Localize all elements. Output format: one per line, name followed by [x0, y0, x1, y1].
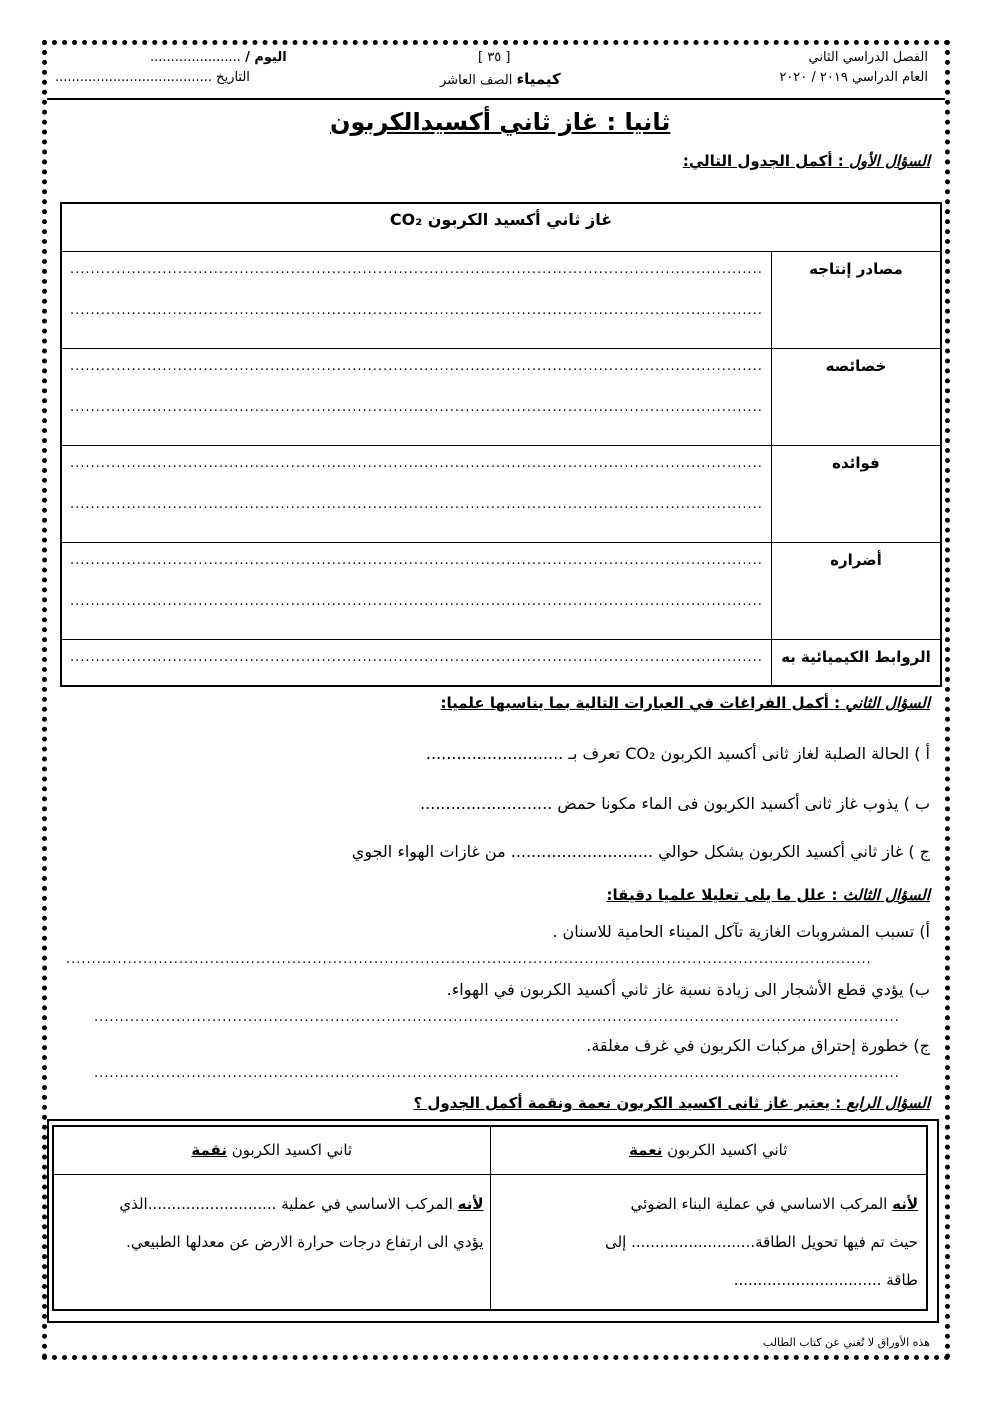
q3-answer-c[interactable]: ............................................................................................................................................................. — [94, 1066, 900, 1081]
day-dots: ...................... — [150, 50, 241, 65]
question-1 — [683, 152, 930, 170]
co2-properties-table — [60, 202, 942, 687]
row-label-benefits: فوائده — [771, 445, 941, 542]
q3-answer-b[interactable]: ............................................................................................................................................................. — [94, 1010, 900, 1025]
q3-item-a: أ) تسبب المشروبات الغازية تآكل الميناء الحامية للاسنان . — [552, 922, 930, 941]
date-label: التاريخ — [216, 70, 250, 85]
school-year: العام الدراسي ٢٠١٩ / ٢٠٢٠ — [779, 70, 928, 85]
question-3-label: السؤال الثالث — [842, 886, 930, 904]
header-divider — [47, 98, 945, 100]
row-label-harms: أضراره — [771, 542, 941, 639]
date-dots: ...................................... — [55, 70, 213, 85]
question-4-text: : يعتبر غاز ثانى اكسيد الكربون نعمة ونقمة أكمل الجدول ؟ — [413, 1094, 847, 1112]
question-3-text: : علل ما يلى تعليلا علميا دقيقا: — [606, 886, 843, 904]
q3-item-c: ج) خطورة إحتراق مركبات الكربون في غرف مغلقة. — [586, 1036, 930, 1055]
footer-note: هذه الأوراق لا تُغني عن كتاب الطالب — [762, 1336, 930, 1349]
table-title: غاز ثاني أكسيد الكربون CO₂ — [61, 203, 941, 251]
answer-cell[interactable]: ....................................................................................................................................... ....................................................................................................................................... — [61, 542, 771, 639]
day-label: اليوم / — [245, 50, 287, 65]
q2-item-b: ب ) يذوب غاز ثانى أكسيد الكربون فى الماء مكونا حمض .......................... — [420, 794, 930, 813]
question-2-text: : أكمل الفراغات في العبارات التالية بما يناسبها علميا: — [440, 694, 846, 712]
subject: كيمياء — [516, 70, 561, 88]
answer-cell[interactable]: ....................................................................................................................................... ....................................................................................................................................... — [61, 348, 771, 445]
blessing-curse-table — [52, 1125, 928, 1311]
row-label-sources: مصادر إنتاجه — [771, 251, 941, 348]
q3-answer-a[interactable]: ............................................................................................................................................................. — [66, 952, 872, 967]
date-field — [55, 70, 250, 85]
answer-cell[interactable]: ....................................................................................................................................... ....................................................................................................................................... — [61, 445, 771, 542]
question-4 — [413, 1094, 930, 1112]
blessing-word: نعمة — [629, 1141, 663, 1160]
curse-word: نقمة — [191, 1141, 227, 1160]
semester: الفصل الدراسي الثاني — [808, 50, 928, 65]
row-label-bonds: الروابط الكيميائية به — [771, 639, 941, 686]
row-label-properties: خصائصه — [771, 348, 941, 445]
subject-grade — [440, 70, 561, 88]
question-3 — [607, 886, 930, 904]
question-1-label: السؤال الأول — [848, 152, 930, 170]
answer-cell[interactable]: ....................................................................................................................................... — [61, 639, 771, 686]
day-field — [150, 50, 287, 65]
blessing-answer-cell[interactable]: لأنه المركب الاساسي في عملية البناء الضوئي حيث تم فيها تحويل الطاقة.......................... إلى طاقة ............................... — [490, 1174, 927, 1310]
page-title: ثانيا : غاز ثاني أكسيدالكربون — [330, 108, 671, 136]
curse-header: ثاني اكسيد الكربون نقمة — [53, 1126, 490, 1174]
question-2 — [441, 694, 931, 712]
question-2-label: السؤال الثاني — [845, 694, 930, 712]
page-number: [ ٣٥ ] — [478, 50, 511, 65]
q2-item-c: ج ) غاز ثاني أكسيد الكربون يشكل حوالي ............................ من غازات الهواء الجوي — [351, 842, 930, 861]
q2-item-a: أ ) الحالة الصلبة لغاز ثانى أكسيد الكربون CO₂ تعرف بـ ........................... — [425, 744, 930, 763]
q3-item-b: ب) يؤدي قطع الأشجار الى زيادة نسبة غاز ثاني أكسيد الكربون في الهواء. — [446, 980, 930, 999]
blessing-header: ثاني اكسيد الكربون نعمة — [490, 1126, 927, 1174]
question-1-text: : أكمل الجدول التالي: — [682, 152, 849, 170]
curse-answer-cell[interactable]: لأنه المركب الاساسي في عملية ...........................الذي يؤدي الى ارتفاع درجات حرارة الارض عن معدلها الطبيعي. — [53, 1174, 490, 1310]
answer-cell[interactable]: ....................................................................................................................................... ....................................................................................................................................... — [61, 251, 771, 348]
grade: الصف العاشر — [440, 73, 513, 88]
question-4-label: السؤال الرابع — [846, 1094, 930, 1112]
